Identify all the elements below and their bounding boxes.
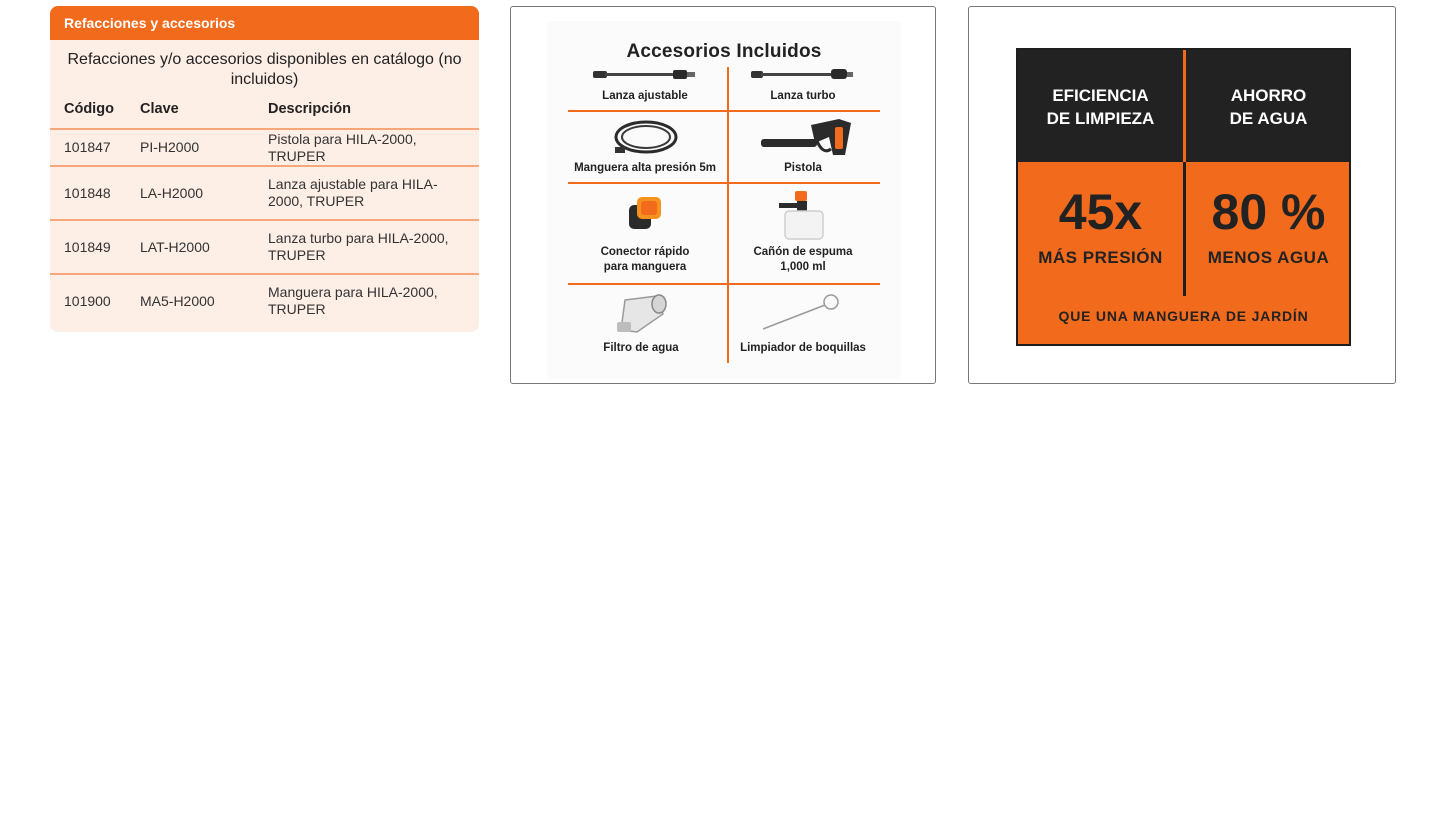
- accessories-title: Accesorios Incluidos: [626, 41, 822, 62]
- table-row: [50, 129, 479, 166]
- accessory-label-quick-connector: Conector rápido para manguera: [600, 246, 690, 273]
- water-saving-value: 80 %: [1211, 184, 1326, 240]
- hose-icon: [611, 117, 681, 159]
- table-row: [50, 166, 479, 220]
- pressure-multiplier-value: 45x: [1058, 184, 1143, 240]
- column-header-clave: Clave: [140, 90, 268, 129]
- cell-descripcion: Pistola para HILA-2000, TRUPER: [268, 129, 479, 166]
- spray-gun-icon: [761, 115, 857, 161]
- cell-codigo: 101849: [50, 220, 140, 274]
- more-pressure-label: MÁS PRESIÓN: [1038, 248, 1163, 267]
- cleaning-efficiency-heading: EFICIENCIA DE LIMPIEZA: [1046, 86, 1155, 128]
- cell-clave: LAT-H2000: [140, 220, 268, 274]
- cell-clave: PI-H2000: [140, 129, 268, 166]
- cell-codigo: 101848: [50, 166, 140, 220]
- accessory-label-water-filter: Filtro de agua: [603, 342, 679, 354]
- quick-connector-icon: [625, 193, 665, 233]
- nozzle-cleaner-icon: [761, 293, 841, 333]
- garden-hose-comparison: QUE UNA MANGUERA DE JARDÍN: [1058, 308, 1309, 324]
- turbo-lance-icon: [751, 67, 857, 81]
- accessory-label-foam-cannon: Cañón de espuma 1,000 ml: [753, 246, 853, 273]
- table-row: [50, 220, 479, 274]
- cell-descripcion: Lanza turbo para HILA-2000, TRUPER: [268, 220, 479, 274]
- accessory-label-hose: Manguera alta presión 5m: [574, 162, 716, 174]
- grid-divider: [568, 182, 880, 184]
- spare-parts-header: Refacciones y accesorios: [50, 6, 479, 40]
- column-header-descripcion: Descripción: [268, 90, 479, 129]
- adjustable-lance-icon: [593, 67, 699, 81]
- grid-divider: [568, 110, 880, 112]
- cell-codigo: 101900: [64, 292, 111, 309]
- efficiency-stats-card: [968, 6, 1396, 384]
- grid-divider: [568, 283, 880, 285]
- water-saving-heading: AHORRO DE AGUA: [1229, 86, 1308, 128]
- table-header-row: [50, 90, 479, 129]
- table-row: [50, 274, 479, 327]
- spare-parts-table: [50, 90, 479, 327]
- spare-parts-subtitle: Refacciones y/o accesorios disponibles en catálogo (no incluidos): [67, 51, 462, 88]
- cell-descripcion: Manguera para HILA-2000, TRUPER: [268, 284, 438, 317]
- column-header-codigo: Código: [50, 90, 140, 129]
- cell-descripcion: Lanza ajustable para HILA-2000, TRUPER: [268, 166, 479, 220]
- accessory-label-nozzle-cleaner: Limpiador de boquillas: [740, 342, 866, 354]
- foam-cannon-icon: [779, 189, 829, 241]
- included-accessories-card: [510, 6, 936, 384]
- cell-codigo: 101847: [50, 129, 140, 166]
- water-filter-icon: [611, 292, 671, 338]
- cell-clave: LA-H2000: [140, 166, 268, 220]
- stats-panel: [1016, 48, 1351, 346]
- accessory-label-spray-gun: Pistola: [784, 162, 822, 174]
- less-water-label: MENOS AGUA: [1207, 248, 1330, 267]
- spare-parts-card: [50, 6, 479, 332]
- accessory-label-turbo-lance: Lanza turbo: [770, 90, 836, 102]
- cell-clave: MA5-H2000: [140, 292, 215, 309]
- accessory-label-adjustable-lance: Lanza ajustable: [602, 90, 688, 102]
